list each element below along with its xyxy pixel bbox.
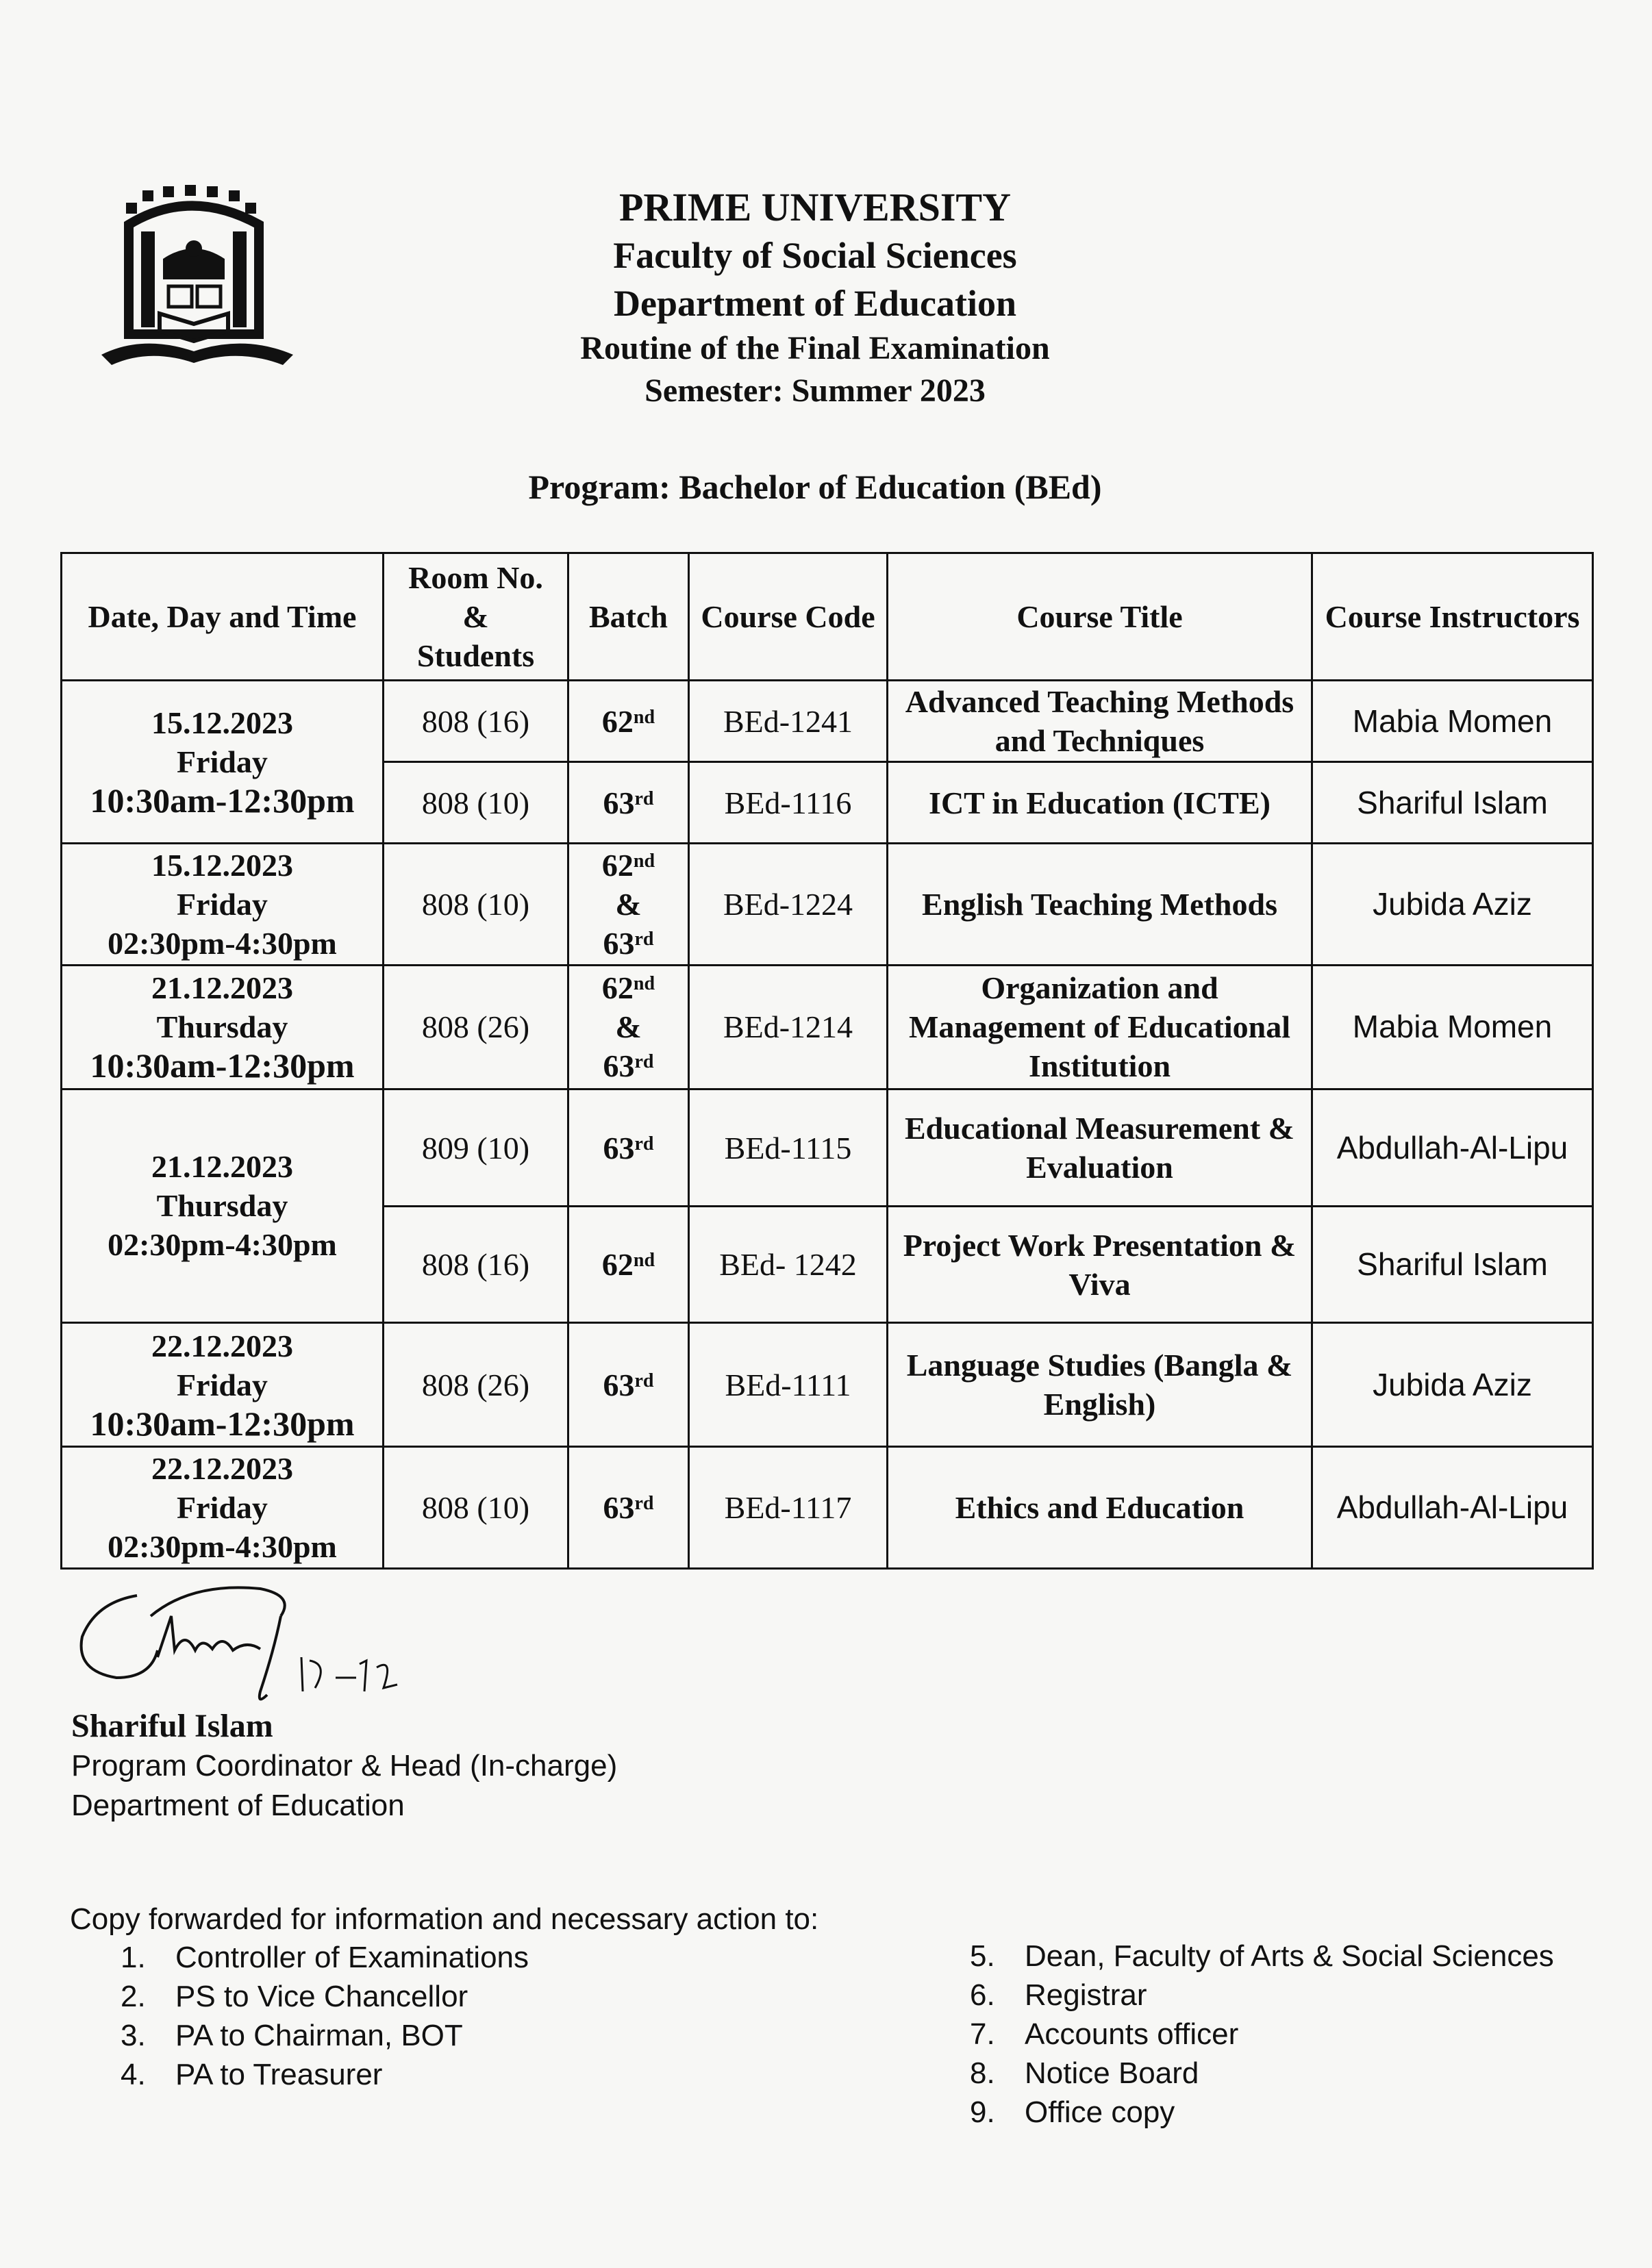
- batch-number: 63: [603, 1367, 635, 1402]
- exam-day: Friday: [177, 886, 268, 922]
- room-cell: 808 (10): [384, 844, 568, 966]
- date-day-time-cell: [62, 1447, 384, 1569]
- course-code-cell: BEd- 1242: [689, 1207, 888, 1322]
- list-item: [121, 2016, 529, 2055]
- routine-title: Routine of the Final Examination: [580, 330, 1050, 366]
- list-item: [121, 1977, 529, 2016]
- list-number: 1.: [121, 1941, 146, 1974]
- instructor-cell: Abdullah-Al-Lipu: [1312, 1089, 1593, 1207]
- batch-suffix: nd: [633, 1250, 655, 1272]
- table-row: [62, 1089, 1593, 1207]
- batch-suffix: rd: [634, 1370, 654, 1391]
- batch-number: 62: [601, 970, 634, 1006]
- batch-number: 63: [603, 1130, 635, 1166]
- list-item: [121, 2055, 529, 2094]
- course-code-cell: BEd-1115: [689, 1089, 888, 1207]
- batch-suffix: rd: [634, 1133, 654, 1155]
- room-cell: 808 (16): [384, 681, 568, 762]
- instructor-cell: Jubida Aziz: [1312, 1322, 1593, 1447]
- handwritten-signature: [55, 1575, 411, 1719]
- list-item: [970, 2015, 1554, 2054]
- room-cell: 809 (10): [384, 1089, 568, 1207]
- exam-date: 15.12.2023: [151, 847, 293, 883]
- exam-day: Friday: [177, 744, 268, 779]
- table-row: [62, 844, 1593, 966]
- course-title-cell: Educational Measurement & Evaluation: [888, 1089, 1312, 1207]
- course-title-cell: Language Studies (Bangla & English): [888, 1322, 1312, 1447]
- exam-day: Friday: [177, 1490, 268, 1526]
- list-item: [970, 1976, 1554, 2015]
- list-number: 6.: [970, 1978, 995, 2012]
- date-day-time-cell: [62, 1089, 384, 1323]
- batch-line: [573, 1046, 684, 1085]
- batch-cell: [568, 681, 689, 762]
- exam-time: 10:30am-12:30pm: [90, 1404, 355, 1443]
- batch-number: 62: [601, 847, 634, 883]
- room-cell: 808 (16): [384, 1207, 568, 1322]
- table-row: [62, 1447, 1593, 1569]
- signatory-department: Department of Education: [71, 1789, 405, 1822]
- batch-suffix: rd: [634, 1051, 654, 1073]
- batch-cell: [568, 1447, 689, 1569]
- list-text: PA to Treasurer: [175, 2058, 383, 2091]
- batch-line: [573, 846, 684, 885]
- batch-suffix: nd: [633, 973, 655, 995]
- date-day-time-cell: [62, 844, 384, 966]
- exam-time: 10:30am-12:30pm: [90, 781, 355, 820]
- batch-number: 63: [603, 785, 635, 820]
- batch-cell: [568, 1322, 689, 1447]
- department-name: Department of Education: [614, 283, 1016, 324]
- course-code-cell: BEd-1116: [689, 762, 888, 844]
- course-title-cell: Ethics and Education: [888, 1447, 1312, 1569]
- batch-suffix: rd: [634, 1493, 654, 1515]
- instructor-cell: Mabia Momen: [1312, 965, 1593, 1089]
- exam-time: 02:30pm-4:30pm: [108, 1529, 337, 1565]
- col-header-course-code: Course Code: [689, 553, 888, 681]
- date-day-time-cell: [62, 965, 384, 1089]
- list-number: 3.: [121, 2019, 146, 2052]
- copy-forwarded-list-left: [121, 1938, 529, 2094]
- exam-time: 10:30am-12:30pm: [90, 1046, 355, 1085]
- list-text: Office copy: [1025, 2095, 1175, 2129]
- course-code-cell: BEd-1224: [689, 844, 888, 966]
- exam-date: 21.12.2023: [151, 970, 293, 1006]
- list-text: PA to Chairman, BOT: [175, 2019, 463, 2052]
- col-header-room-line: Room No.: [408, 560, 543, 595]
- batch-number: 62: [601, 703, 634, 739]
- batch-cell: [568, 844, 689, 966]
- exam-day: Thursday: [156, 1009, 288, 1045]
- document-header: [445, 184, 1185, 412]
- room-cell: 808 (26): [384, 1322, 568, 1447]
- date-day-time-cell: [62, 1322, 384, 1447]
- col-header-room-line: &: [462, 599, 489, 634]
- batch-cell: [568, 965, 689, 1089]
- batch-cell: [568, 1089, 689, 1207]
- copy-forwarded-list-right: [970, 1937, 1554, 2132]
- course-code-cell: BEd-1214: [689, 965, 888, 1089]
- course-title-cell: Organization and Management of Educational Institution: [888, 965, 1312, 1089]
- list-item: [970, 2054, 1554, 2093]
- batch-suffix: rd: [634, 788, 654, 809]
- list-number: 5.: [970, 1939, 995, 1973]
- exam-date: 15.12.2023: [151, 705, 293, 740]
- list-text: Controller of Examinations: [175, 1941, 529, 1974]
- batch-number: 63: [603, 1490, 635, 1526]
- room-cell: 808 (26): [384, 965, 568, 1089]
- room-cell: 808 (10): [384, 1447, 568, 1569]
- list-text: Registrar: [1025, 1978, 1147, 2012]
- col-header-instructors: Course Instructors: [1312, 553, 1593, 681]
- exam-date: 22.12.2023: [151, 1451, 293, 1487]
- batch-number: 63: [603, 925, 635, 961]
- table-header-row: [62, 553, 1593, 681]
- exam-day: Thursday: [156, 1188, 288, 1224]
- exam-date: 21.12.2023: [151, 1149, 293, 1185]
- exam-time: 02:30pm-4:30pm: [108, 1227, 337, 1263]
- list-number: 8.: [970, 2056, 995, 2090]
- signatory-block: [71, 1706, 617, 1826]
- instructor-cell: Abdullah-Al-Lipu: [1312, 1447, 1593, 1569]
- batch-and: &: [615, 886, 642, 922]
- instructor-cell: Jubida Aziz: [1312, 844, 1593, 966]
- list-number: 4.: [121, 2058, 146, 2091]
- date-day-time-cell: [62, 681, 384, 844]
- course-code-cell: BEd-1111: [689, 1322, 888, 1447]
- table-row: [62, 1322, 1593, 1447]
- batch-suffix: rd: [634, 928, 654, 950]
- program-title: Program: Bachelor of Education (BEd): [528, 468, 1102, 506]
- list-number: 7.: [970, 2017, 995, 2051]
- col-header-course-title: Course Title: [888, 553, 1312, 681]
- room-cell: 808 (10): [384, 762, 568, 844]
- signatory-name: Shariful Islam: [71, 1708, 273, 1744]
- list-text: Accounts officer: [1025, 2017, 1239, 2051]
- exam-day: Friday: [177, 1367, 268, 1402]
- batch-number: 62: [601, 1247, 634, 1283]
- signatory-role: Program Coordinator & Head (In-charge): [71, 1749, 618, 1782]
- batch-cell: [568, 762, 689, 844]
- batch-cell: [568, 1207, 689, 1322]
- instructor-cell: Shariful Islam: [1312, 762, 1593, 844]
- course-title-cell: Project Work Presentation & Viva: [888, 1207, 1312, 1322]
- list-item: [970, 1937, 1554, 1976]
- university-name: PRIME UNIVERSITY: [618, 185, 1011, 229]
- table-row: [62, 965, 1593, 1089]
- batch-line: [573, 924, 684, 963]
- col-header-date: Date, Day and Time: [62, 553, 384, 681]
- faculty-name: Faculty of Social Sciences: [613, 235, 1017, 276]
- exam-date: 22.12.2023: [151, 1328, 293, 1363]
- course-code-cell: BEd-1117: [689, 1447, 888, 1569]
- col-header-batch: Batch: [568, 553, 689, 681]
- list-number: 9.: [970, 2095, 995, 2129]
- list-text: Dean, Faculty of Arts & Social Sciences: [1025, 1939, 1554, 1973]
- col-header-room-line: Students: [416, 638, 535, 673]
- course-code-cell: BEd-1241: [689, 681, 888, 762]
- exam-time: 02:30pm-4:30pm: [108, 925, 337, 961]
- batch-line: [573, 968, 684, 1007]
- list-item: [970, 2093, 1554, 2132]
- list-text: PS to Vice Chancellor: [175, 1980, 468, 2013]
- instructor-cell: Shariful Islam: [1312, 1207, 1593, 1322]
- instructor-cell: Mabia Momen: [1312, 681, 1593, 762]
- course-title-cell: English Teaching Methods: [888, 844, 1312, 966]
- list-item: [121, 1938, 529, 1977]
- course-title-cell: Advanced Teaching Methods and Techniques: [888, 681, 1312, 762]
- list-number: 2.: [121, 1980, 146, 2013]
- university-seal-icon: [101, 184, 293, 382]
- batch-suffix: nd: [633, 706, 655, 728]
- course-title-cell: ICT in Education (ICTE): [888, 762, 1312, 844]
- list-text: Notice Board: [1025, 2056, 1199, 2090]
- col-header-room: [384, 553, 568, 681]
- copy-forwarded-title: Copy forwarded for information and necessary action to:: [70, 1902, 819, 1936]
- exam-routine-table: [60, 552, 1594, 1570]
- batch-number: 63: [603, 1048, 635, 1084]
- batch-suffix: nd: [633, 850, 655, 872]
- batch-and: &: [615, 1009, 642, 1045]
- semester-label: Semester: Summer 2023: [644, 373, 986, 409]
- table-row: [62, 681, 1593, 762]
